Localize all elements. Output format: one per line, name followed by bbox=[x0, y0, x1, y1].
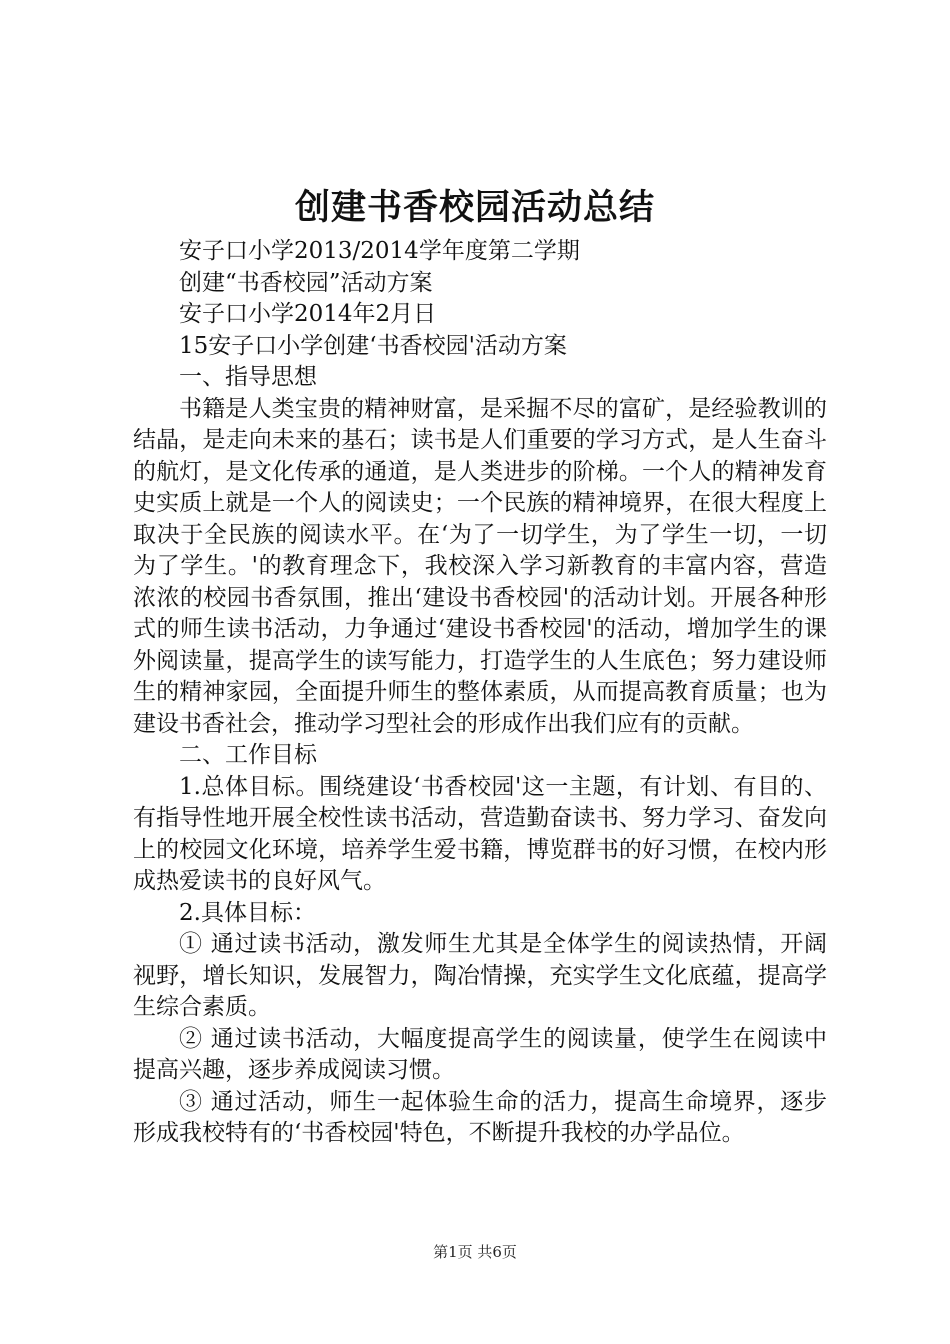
section-heading-guiding-ideology: 一、指导思想 bbox=[179, 364, 317, 390]
paragraph-plan-heading: 15安子口小学创建‘书香校园'活动方案 bbox=[179, 332, 567, 359]
paragraph-guiding-ideology: 书籍是人类宝贵的精神财富，是采掘不尽的富矿，是经验教训的结晶，是走向未来的基石；读书是人们重要的学习方式，是人生奋斗的航灯，是文化传承的通道，是人类进步的阶梯。一个人的精神发育史实质上就是一个人的阅读史；一个民族的精神境界，在很大程度上取决于全民族的阅读水平。在‘为了一切学生，为了学生一切，一切为了学生。'的教育理念下，我校深入学习新教育的丰富内容，营造浓浓的校园书香氛围，推出‘建设书香校园'的活动计划。开展各种形式的师生读书活动，力争通过‘建设书香校园'的活动，增加学生的课外阅读量，提高学生的读写能力，打造学生的人生底色；努力建设师生的精神家园，全面提升师生的整体素质，从而提高教育质量；也为建设书香社会，推动学习型社会的形成作出我们应有的贡献。 bbox=[133, 395, 827, 737]
paragraph-overall-goal: 1.总体目标。围绕建设‘书香校园'这一主题，有计划、有目的、有指导性地开展全校性读书活动，营造勤奋读书、努力学习、奋发向上的校园文化环境，培养学生爱书籍，博览群书的好习惯，在校内形成热爱读书的良好风气。 bbox=[133, 773, 827, 894]
paragraph-date: 安子口小学2014年2月日 bbox=[179, 301, 437, 327]
paragraph-specific-goal-1: ① 通过读书活动，激发师生尤其是全体学生的阅读热情，开阔视野，增长知识，发展智力，陶冶情操，充实学生文化底蕴，提高学生综合素质。 bbox=[133, 931, 827, 1020]
paragraph-school-term: 安子口小学2013/2014学年度第二学期 bbox=[179, 238, 580, 264]
document-body bbox=[133, 236, 827, 1150]
paragraph-specific-goal-2: ② 通过读书活动，大幅度提高学生的阅读量，使学生在阅读中提高兴趣，逐步养成阅读习惯。 bbox=[133, 1025, 827, 1083]
section-heading-work-goals: 二、工作目标 bbox=[179, 742, 317, 768]
paragraph-plan-title: 创建“书香校园”活动方案 bbox=[179, 269, 433, 296]
document-title: 创建书香校园活动总结 bbox=[294, 187, 655, 228]
paragraph-specific-goals-heading: 2.具体目标： bbox=[179, 899, 316, 926]
paragraph-specific-goal-3: ③ 通过活动，师生一起体验生命的活力，提高生命境界，逐步形成我校特有的‘书香校园'特色，不断提升我校的办学品位。 bbox=[133, 1088, 827, 1146]
page-footer: 第1页 共6页 bbox=[433, 1243, 517, 1261]
